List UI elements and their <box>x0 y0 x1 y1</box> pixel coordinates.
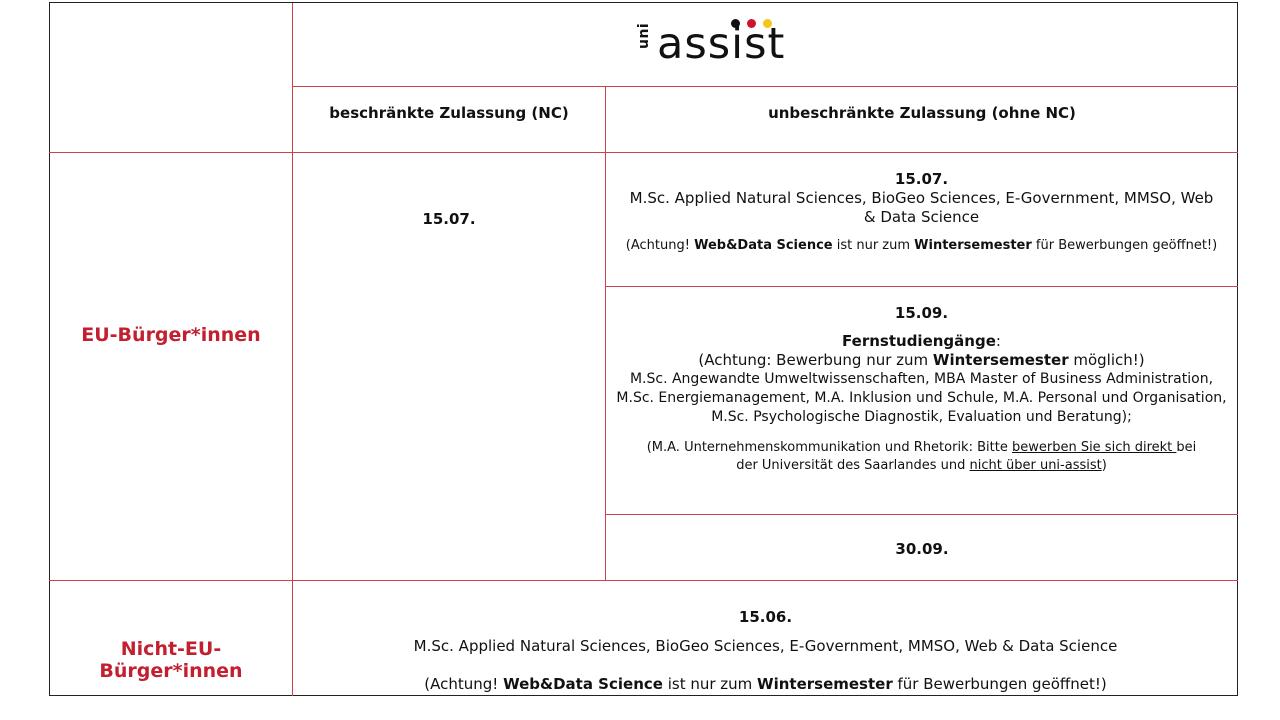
eu-block-2-note-b: bei der Universität des Saarlandes und <box>736 440 1197 473</box>
eu-block-3-date-text: 30.09. <box>895 540 949 558</box>
eu-block-2-heading-colon: : <box>995 332 1001 350</box>
eu-block-2-note-c: ) <box>1101 458 1107 473</box>
eu-block-1-note-e: für Bewerbungen geöffnet!) <box>1031 238 1218 253</box>
non-eu-note-a: (Achtung! <box>424 675 504 693</box>
eu-block-2-programs: M.Sc. Angewandte Umweltwissenschaften, MBA Master of Business Administration, M.Sc. Energiemanagement, M.A. Inklusion und Schule, M.A. Personal und Organisation, M.Sc. Psychologische Diagnostik, Evaluation und Beratung); <box>616 371 1227 425</box>
column-header-ohne-nc <box>606 104 1238 122</box>
row-label-non-eu <box>50 638 292 682</box>
eu-block-2-warning-a: (Achtung: Bewerbung nur zum <box>698 351 933 369</box>
non-eu-note-c: ist nur zum <box>662 675 758 693</box>
row-label-non-eu-text: Nicht-EU-Bürger*innen <box>99 638 243 682</box>
column-header-nc-label: beschränkte Zulassung (NC) <box>329 104 569 122</box>
eu-block-2-warning-c: möglich!) <box>1068 351 1145 369</box>
eu-block-1-note-c: ist nur zum <box>832 238 915 253</box>
divider-row-eu <box>49 580 1238 581</box>
column-header-nc <box>293 104 605 122</box>
eu-nc-date <box>293 210 605 229</box>
eu-block-2-warning <box>612 351 1231 370</box>
eu-block-2-note-a: (M.A. Unternehmenskommunikation und Rhetorik: Bitte <box>646 440 1012 455</box>
divider-block-1 <box>605 286 1238 287</box>
column-header-ohne-nc-label: unbeschränkte Zulassung (ohne NC) <box>768 104 1076 122</box>
eu-block-2 <box>612 304 1231 475</box>
non-eu-date: 15.06. <box>738 608 793 626</box>
eu-block-1-note-d: Wintersemester <box>914 238 1032 253</box>
non-eu-note-e: für Bewerbungen geöffnet!) <box>892 675 1107 693</box>
divider-row-logo <box>292 86 1238 87</box>
non-eu-note-b: Web&Data Science <box>503 675 663 693</box>
eu-block-1-date: 15.07. <box>894 170 949 188</box>
eu-block-2-date: 15.09. <box>894 304 949 322</box>
eu-block-2-note <box>612 439 1231 475</box>
not-via-uni-assist-link[interactable]: nicht über uni-assist <box>969 458 1102 473</box>
non-eu-note-d: Wintersemester <box>757 675 893 693</box>
eu-block-1 <box>620 170 1223 255</box>
non-eu-programs: M.Sc. Applied Natural Sciences, BioGeo Sciences, E-Government, MMSO, Web & Data Science <box>413 637 1118 655</box>
divider-block-2 <box>605 514 1238 515</box>
eu-block-2-heading <box>612 332 1231 351</box>
eu-block-3-date <box>606 540 1238 559</box>
eu-block-1-note-a: (Achtung! <box>625 238 695 253</box>
divider-col-2 <box>605 86 606 580</box>
uni-assist-logo <box>636 18 806 70</box>
eu-block-1-programs: M.Sc. Applied Natural Sciences, BioGeo Sciences, E-Government, MMSO, Web & Data Science <box>629 189 1214 226</box>
row-label-eu-text: EU-Bürger*innen <box>81 324 261 346</box>
eu-nc-date-text: 15.07. <box>422 210 476 228</box>
divider-row-header <box>49 152 1238 153</box>
non-eu-block <box>293 608 1238 694</box>
eu-block-2-warning-b: Wintersemester <box>932 351 1069 369</box>
eu-block-1-note <box>620 237 1223 255</box>
logo-word: assist <box>657 19 786 69</box>
apply-directly-link[interactable]: bewerben Sie sich direkt <box>1011 440 1177 455</box>
eu-block-2-heading-text: Fernstudiengänge <box>842 332 996 350</box>
row-label-eu <box>50 324 292 346</box>
logo-prefix: uni <box>636 22 652 49</box>
non-eu-note <box>293 675 1238 694</box>
eu-block-1-note-b: Web&Data Science <box>694 238 833 253</box>
